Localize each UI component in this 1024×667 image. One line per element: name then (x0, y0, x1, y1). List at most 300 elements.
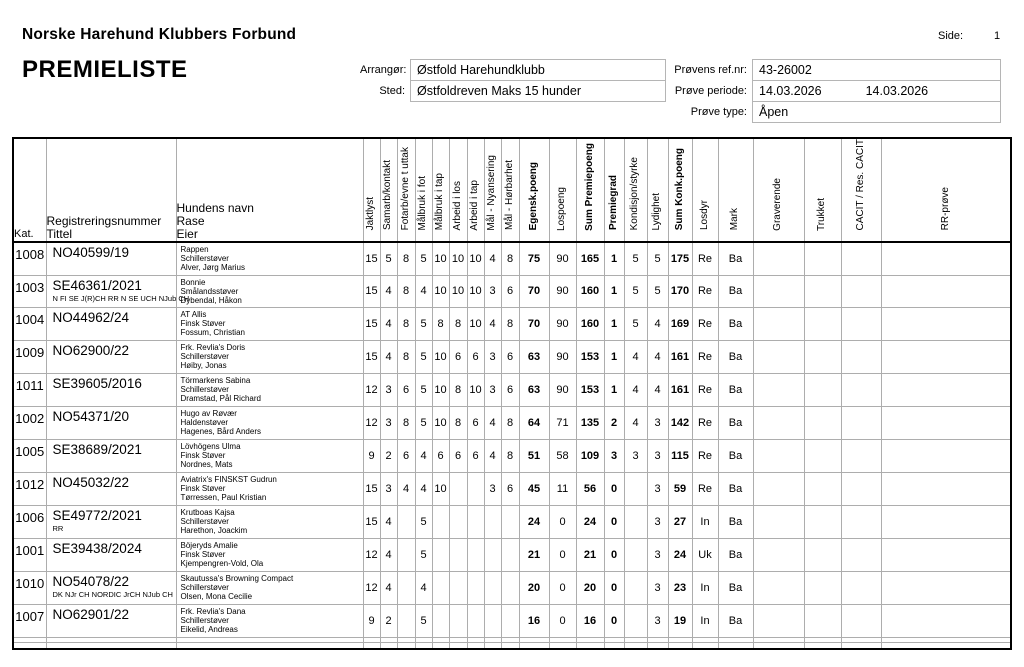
dog-owner: Olsen, Mona Cecilie (180, 591, 253, 601)
reg-number: SE39605/2016 (52, 376, 142, 392)
score-cell: 4 (415, 571, 432, 604)
reg-cell (46, 341, 176, 374)
dog-name: Frk. Revlia's Dana (180, 606, 246, 616)
dog-breed: Finsk Støver (180, 451, 226, 461)
kat-cell: 1002 (13, 407, 46, 440)
score-cell: 3 (647, 473, 668, 506)
dog-owner: Tørressen, Paul Kristian (180, 493, 267, 503)
score-cell: 153 (576, 374, 604, 407)
table-row (13, 571, 1011, 604)
score-cell: 16 (519, 604, 549, 637)
score-cell: 10 (432, 341, 449, 374)
dog-name: Krutboas Kajsa (180, 508, 235, 518)
score-cell: 8 (397, 341, 415, 374)
reg-number: SE38689/2021 (52, 442, 142, 458)
score-cell: 3 (647, 407, 668, 440)
reg-number: SE39438/2024 (52, 541, 142, 556)
score-cell: 10 (467, 308, 484, 341)
arrangor-label: Arrangør: (360, 64, 407, 76)
score-cell: 0 (604, 604, 624, 637)
score-cell (753, 374, 804, 407)
score-cell (432, 571, 449, 604)
dog-name: Törmarkens Sabina (180, 376, 251, 386)
reg-cell (46, 506, 176, 539)
score-cell (881, 643, 1011, 649)
score-cell (467, 473, 484, 506)
score-cell: 5 (415, 308, 432, 341)
dog-name: Skautussa's Browning Compact (180, 573, 294, 583)
table-row (13, 440, 1011, 473)
score-cell: 4 (380, 275, 397, 308)
score-cell: 5 (415, 374, 432, 407)
type-label: Prøve type: (690, 106, 747, 118)
score-cell (841, 374, 881, 407)
results-table (12, 137, 1012, 650)
kat-cell: 1003 (13, 275, 46, 308)
score-cell: Re (692, 473, 718, 506)
dog-breed: Schillerstøver (180, 253, 229, 263)
score-cell: 8 (501, 440, 519, 473)
score-cell (881, 604, 1011, 637)
score-cell: 90 (549, 308, 576, 341)
kat-cell: 1005 (13, 440, 46, 473)
score-cell (467, 604, 484, 637)
score-cell: 27 (668, 506, 692, 539)
score-cell: 4 (484, 308, 501, 341)
score-cell (449, 539, 467, 572)
score-cell: 10 (432, 275, 449, 308)
kat-cell (13, 643, 46, 649)
score-cell (624, 604, 647, 637)
score-cell (484, 643, 501, 649)
score-cell (881, 473, 1011, 506)
reg-cell (46, 308, 176, 341)
kat-cell: 1010 (13, 571, 46, 604)
score-cell: Ba (718, 275, 753, 308)
score-cell (841, 407, 881, 440)
score-cell: 5 (415, 539, 432, 572)
score-cell: Re (692, 374, 718, 407)
score-cell (397, 506, 415, 539)
score-cell (501, 571, 519, 604)
score-cell: 135 (576, 407, 604, 440)
table-row (13, 539, 1011, 572)
score-cell: 63 (519, 341, 549, 374)
column-header-name: Hundens navn Rase Eier (176, 138, 363, 242)
score-cell: 6 (501, 275, 519, 308)
dog-cell (176, 308, 363, 341)
score-cell (841, 506, 881, 539)
column-header: Mål - Nyansering (484, 138, 501, 242)
score-cell: 4 (624, 407, 647, 440)
score-cell (881, 440, 1011, 473)
score-cell (804, 571, 841, 604)
score-cell (449, 473, 467, 506)
score-cell: 8 (449, 407, 467, 440)
column-header: Trukket (804, 138, 841, 242)
column-header: Arbeid i los (449, 138, 467, 242)
score-cell: 9 (363, 440, 380, 473)
score-cell: 5 (624, 308, 647, 341)
score-cell: 6 (467, 341, 484, 374)
score-cell: 6 (501, 374, 519, 407)
page-number-value: 1 (994, 30, 1001, 42)
score-cell: Re (692, 275, 718, 308)
score-cell (449, 643, 467, 649)
score-cell (804, 275, 841, 308)
score-cell: 0 (549, 571, 576, 604)
score-cell: 15 (363, 308, 380, 341)
score-cell (841, 571, 881, 604)
score-cell: 63 (519, 374, 549, 407)
score-cell: 71 (549, 407, 576, 440)
dog-breed: Finsk Støver (180, 484, 226, 494)
score-cell (753, 506, 804, 539)
table-row (13, 374, 1011, 407)
kat-cell: 1008 (13, 242, 46, 276)
score-cell (624, 473, 647, 506)
score-cell: 161 (668, 374, 692, 407)
score-cell: 4 (647, 308, 668, 341)
score-cell: 70 (519, 308, 549, 341)
dog-owner: Hagenes, Bård Anders (180, 427, 261, 437)
dog-cell (176, 643, 363, 649)
score-cell (804, 539, 841, 572)
score-cell: 4 (624, 341, 647, 374)
score-cell: 153 (576, 341, 604, 374)
reg-number: SE46361/2021 (52, 277, 142, 293)
score-cell (467, 571, 484, 604)
refnr-label: Prøvens ref.nr: (674, 64, 747, 76)
score-cell (501, 643, 519, 649)
score-cell (881, 506, 1011, 539)
score-cell: 12 (363, 571, 380, 604)
score-cell (647, 643, 668, 649)
score-cell: 8 (397, 275, 415, 308)
score-cell: 15 (363, 341, 380, 374)
score-cell (804, 242, 841, 276)
dog-owner: Harethon, Joackim (180, 526, 248, 536)
score-cell: 45 (519, 473, 549, 506)
score-cell: 10 (432, 374, 449, 407)
column-header: Fotarb/evne t uttak (397, 138, 415, 242)
score-cell: 4 (415, 440, 432, 473)
score-cell: 0 (604, 539, 624, 572)
score-cell: Re (692, 440, 718, 473)
score-cell (804, 341, 841, 374)
table-header-row (13, 138, 1011, 242)
reg-number: NO44962/24 (52, 310, 130, 326)
dog-breed: Schillerstøver (180, 352, 229, 362)
reg-cell (46, 539, 176, 572)
score-cell (380, 643, 397, 649)
column-header: Målbruk i tap (432, 138, 449, 242)
column-header: Jaktlyst (363, 138, 380, 242)
score-cell: 3 (484, 275, 501, 308)
score-cell (841, 242, 881, 276)
kat-cell: 1004 (13, 308, 46, 341)
score-cell: Re (692, 242, 718, 276)
score-cell: 51 (519, 440, 549, 473)
score-cell: Ba (718, 571, 753, 604)
periode-value: 14.03.2026 14.03.2026 (752, 80, 1001, 102)
score-cell: 6 (467, 440, 484, 473)
column-header-kat: Kat. (13, 138, 46, 242)
score-cell (753, 242, 804, 276)
score-cell: 6 (501, 341, 519, 374)
score-cell: 4 (380, 539, 397, 572)
score-cell: 3 (484, 341, 501, 374)
score-cell (467, 506, 484, 539)
dog-breed: Schillerstøver (180, 582, 229, 592)
score-cell: 21 (576, 539, 604, 572)
score-cell (501, 604, 519, 637)
reg-cell (46, 440, 176, 473)
reg-cell (46, 604, 176, 637)
column-header: Kondisjon/styrke (624, 138, 647, 242)
score-cell: 10 (432, 473, 449, 506)
score-cell (718, 643, 753, 649)
score-cell: 4 (647, 374, 668, 407)
refnr-value: 43-26002 (752, 59, 1001, 81)
reg-cell (46, 571, 176, 604)
score-cell: 12 (363, 374, 380, 407)
dog-cell (176, 473, 363, 506)
dog-cell (176, 571, 363, 604)
table-row (13, 407, 1011, 440)
score-cell (804, 473, 841, 506)
table-row (13, 643, 1011, 649)
score-cell: 3 (604, 440, 624, 473)
score-cell: 161 (668, 341, 692, 374)
score-cell: 3 (380, 473, 397, 506)
score-cell: 8 (501, 308, 519, 341)
column-header: Sum Konk.poeng (668, 138, 692, 242)
score-cell (753, 275, 804, 308)
score-cell (841, 275, 881, 308)
score-cell (881, 407, 1011, 440)
score-cell (484, 604, 501, 637)
score-cell: 4 (397, 473, 415, 506)
reg-number: NO45032/22 (52, 475, 130, 491)
score-cell: 5 (415, 242, 432, 276)
score-cell: 9 (363, 604, 380, 637)
score-cell: 10 (467, 275, 484, 308)
score-cell: 3 (647, 539, 668, 572)
score-cell: 64 (519, 407, 549, 440)
periode-label: Prøve periode: (674, 85, 747, 97)
score-cell: 6 (397, 440, 415, 473)
score-cell (804, 407, 841, 440)
score-cell (501, 506, 519, 539)
score-cell: 10 (432, 242, 449, 276)
score-cell: Re (692, 308, 718, 341)
reg-cell (46, 242, 176, 276)
score-cell (753, 571, 804, 604)
score-cell (753, 341, 804, 374)
score-cell (624, 643, 647, 649)
score-cell: 175 (668, 242, 692, 276)
dog-owner: Høiby, Jonas (180, 361, 227, 371)
score-cell (397, 571, 415, 604)
arrangor-value: Østfold Harehundklubb (410, 59, 666, 81)
column-header: Lydighet (647, 138, 668, 242)
score-cell: 20 (519, 571, 549, 604)
score-cell: 3 (647, 506, 668, 539)
score-cell: Re (692, 407, 718, 440)
dog-owner: Dramstad, Pål Richard (180, 394, 261, 404)
score-cell: 2 (380, 604, 397, 637)
table-row (13, 341, 1011, 374)
field-periode (642, 80, 1001, 102)
score-cell: 4 (484, 407, 501, 440)
score-cell: 5 (647, 242, 668, 276)
reg-title: DK NJr CH NORDIC JrCH NJub CH (52, 589, 173, 599)
kat-cell: 1007 (13, 604, 46, 637)
dog-breed: Schillerstøver (180, 385, 229, 395)
score-cell: 6 (501, 473, 519, 506)
score-cell: Ba (718, 440, 753, 473)
column-header: Målbruk i fot (415, 138, 432, 242)
score-cell: Ba (718, 407, 753, 440)
score-cell (432, 643, 449, 649)
kat-cell: 1006 (13, 506, 46, 539)
dog-cell (176, 440, 363, 473)
dog-breed: Finsk Støver (180, 550, 226, 559)
score-cell (841, 643, 881, 649)
score-cell (484, 506, 501, 539)
score-cell: 8 (397, 308, 415, 341)
field-arrangor (360, 59, 666, 81)
reg-number: NO54371/20 (52, 409, 130, 425)
column-header-reg: Registreringsnummer Tittel (46, 138, 176, 242)
dog-owner: Eikelid, Andreas (180, 624, 238, 634)
score-cell: 8 (432, 308, 449, 341)
score-cell: 4 (380, 341, 397, 374)
score-cell: 1 (604, 242, 624, 276)
score-cell: 58 (549, 440, 576, 473)
score-cell: 12 (363, 407, 380, 440)
score-cell: 160 (576, 308, 604, 341)
score-cell: Ba (718, 604, 753, 637)
dog-name: Rappen (180, 244, 209, 254)
score-cell: 3 (624, 440, 647, 473)
score-cell (881, 275, 1011, 308)
score-cell: In (692, 604, 718, 637)
score-cell: 15 (363, 506, 380, 539)
score-cell (841, 473, 881, 506)
score-cell (549, 643, 576, 649)
score-cell (484, 571, 501, 604)
score-cell: Ba (718, 539, 753, 572)
score-cell: 5 (380, 242, 397, 276)
score-cell: 8 (501, 242, 519, 276)
score-cell: 1 (604, 275, 624, 308)
field-type (642, 101, 1001, 123)
dog-name: Hugo av Røvær (180, 409, 237, 419)
score-cell: 24 (576, 506, 604, 539)
score-cell (753, 473, 804, 506)
score-cell: 90 (549, 275, 576, 308)
page-title: PREMIELISTE (22, 56, 188, 83)
score-cell: 10 (467, 242, 484, 276)
score-cell (449, 571, 467, 604)
score-cell (668, 643, 692, 649)
field-sted (360, 80, 666, 102)
score-cell: 10 (449, 275, 467, 308)
reg-cell (46, 473, 176, 506)
score-cell: 6 (449, 341, 467, 374)
reg-number: NO62900/22 (52, 343, 130, 359)
score-cell: 3 (647, 604, 668, 637)
score-cell: 2 (604, 407, 624, 440)
score-cell: Re (692, 341, 718, 374)
score-cell (804, 506, 841, 539)
score-cell: 24 (519, 506, 549, 539)
sted-value: Østfoldreven Maks 15 hunder (410, 80, 666, 102)
score-cell: 115 (668, 440, 692, 473)
score-cell: 4 (380, 506, 397, 539)
score-cell: 5 (415, 604, 432, 637)
score-cell (624, 571, 647, 604)
score-cell: 4 (484, 440, 501, 473)
reg-number: NO62901/22 (52, 606, 130, 622)
score-cell: 0 (604, 473, 624, 506)
score-cell: Ba (718, 473, 753, 506)
score-cell: Uk (692, 539, 718, 572)
dog-owner: Nordnes, Mats (180, 460, 233, 470)
score-cell: 3 (484, 473, 501, 506)
score-cell: 1 (604, 374, 624, 407)
score-cell: 3 (484, 374, 501, 407)
column-header: Premiegrad (604, 138, 624, 242)
score-cell: 5 (647, 275, 668, 308)
score-cell: 90 (549, 341, 576, 374)
score-cell (449, 506, 467, 539)
score-cell (753, 604, 804, 637)
column-header: Arbeid i tap (467, 138, 484, 242)
score-cell: 4 (380, 571, 397, 604)
score-cell: 24 (668, 539, 692, 572)
score-cell (753, 539, 804, 572)
score-cell: 21 (519, 539, 549, 572)
score-cell (692, 643, 718, 649)
score-cell (363, 643, 380, 649)
score-cell: 12 (363, 539, 380, 572)
score-cell (467, 539, 484, 572)
score-cell: 6 (432, 440, 449, 473)
score-cell: 4 (624, 374, 647, 407)
score-cell: 8 (397, 242, 415, 276)
score-cell: 56 (576, 473, 604, 506)
dog-breed: Schillerstøver (180, 517, 229, 527)
score-cell (753, 440, 804, 473)
score-cell: 4 (380, 308, 397, 341)
table-row (13, 308, 1011, 341)
dog-name: Aviatrix's FINSKST Gudrun (180, 475, 277, 485)
score-cell (804, 440, 841, 473)
score-cell: 5 (415, 506, 432, 539)
score-cell: 5 (415, 407, 432, 440)
score-cell: 160 (576, 275, 604, 308)
column-header: Mål - Hørbarhet (501, 138, 519, 242)
reg-title: N FI SE J(R)CH RR N SE UCH NJub CH (52, 293, 190, 303)
score-cell: 2 (380, 440, 397, 473)
dog-owner: Alver, Jørg Marius (180, 262, 245, 272)
score-cell (624, 506, 647, 539)
score-cell: Ba (718, 374, 753, 407)
dog-cell (176, 604, 363, 637)
